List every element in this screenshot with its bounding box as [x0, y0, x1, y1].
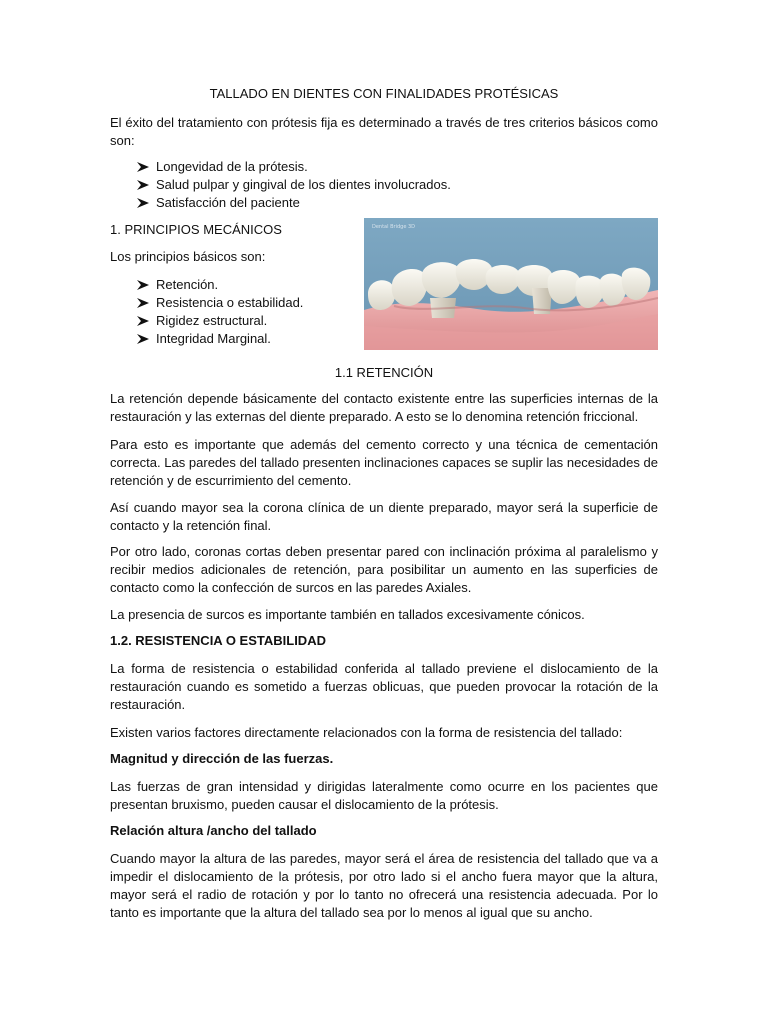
list-item: Rigidez estructural. [110, 312, 303, 330]
subheading-magnitud: Magnitud y dirección de las fuerzas. [110, 751, 334, 766]
list-item: Resistencia o estabilidad. [110, 294, 303, 312]
criteria-list [110, 158, 451, 212]
list-item: Retención. [110, 276, 303, 294]
resistencia-paragraph-2: Existen varios factores directamente relacionados con la forma de resistencia del tallado: [110, 725, 623, 740]
resistencia-paragraph-1: La forma de resistencia o estabilidad conferida al tallado previene el dislocamiento de la restauración cuando es sometido a fuerzas oblicuas, que pueden provocar la rotación de la restauración. [110, 661, 658, 712]
subheading-relacion: Relación altura /ancho del tallado [110, 823, 317, 838]
arrow-bullet-icon [137, 334, 149, 344]
principles-lead: Los principios básicos son: [110, 249, 266, 264]
resistencia-paragraph-3: Las fuerzas de gran intensidad y dirigidas lateralmente como ocurre en los pacientes que presentan bruxismo, pueden causar el dislocamiento de la prótesis. [110, 779, 658, 812]
arrow-bullet-icon [137, 180, 149, 190]
resistencia-paragraph-4: Cuando mayor la altura de las paredes, mayor será el área de resistencia del tallado que va a impedir el dislocamiento de la prótesis, por otro lado si el ancho fuera mayor que la altura, mayor será el radio de rotación y por lo tanto no ofrecerá una resistencia adecuada. Por lo tanto es importante que la altura del tallado sea por lo menos al igual que su ancho. [110, 851, 658, 920]
retencion-paragraph-2: Para esto es importante que además del cemento correcto y una técnica de cementación correcta. Las paredes del tallado presenten inclinaciones capaces se suplir las necesidades de retención y de escurrimiento del cemento. [110, 437, 658, 488]
retencion-paragraph-4: Por otro lado, coronas cortas deben presentar pared con inclinación próxima al paralelismo y recibir medios adicionales de retención, para posibilitar un aumento en las superficies de contacto como la confección de surcos en las paredes Axiales. [110, 544, 658, 595]
section-heading-resistencia: 1.2. RESISTENCIA O ESTABILIDAD [110, 633, 326, 648]
retencion-paragraph-3: Así cuando mayor sea la corona clínica de un diente preparado, mayor será la superficie de contacto y la retención final. [110, 500, 658, 533]
list-item: Salud pulpar y gingival de los dientes involucrados. [110, 176, 451, 194]
arrow-bullet-icon [137, 298, 149, 308]
retencion-paragraph-5: La presencia de surcos es importante también en tallados excesivamente cónicos. [110, 607, 585, 622]
arrow-bullet-icon [137, 316, 149, 326]
retencion-paragraph-1: La retención depende básicamente del contacto existente entre las superficies internas de la restauración y las externas del diente preparado. A esto se lo denomina retención friccional. [110, 391, 658, 424]
section-heading-retencion: 1.1 RETENCIÓN [334, 365, 434, 380]
arrow-bullet-icon [137, 280, 149, 290]
figure-watermark-text: Dental Bridge 3D [372, 224, 416, 230]
section-heading-principios: 1. PRINCIPIOS MECÁNICOS [110, 222, 282, 237]
page-title: TALLADO EN DIENTES CON FINALIDADES PROTÉSICAS [209, 86, 559, 101]
list-item: Satisfacción del paciente [110, 194, 451, 212]
arrow-bullet-icon [137, 162, 149, 172]
list-item: Longevidad de la prótesis. [110, 158, 451, 176]
arrow-bullet-icon [137, 198, 149, 208]
list-item: Integridad Marginal. [110, 330, 303, 348]
dental-bridge-figure [364, 218, 658, 350]
dental-bridge-illustration [364, 218, 658, 350]
principles-list [110, 276, 303, 348]
intro-paragraph: El éxito del tratamiento con prótesis fija es determinado a través de tres criterios básicos como son: [110, 115, 658, 148]
